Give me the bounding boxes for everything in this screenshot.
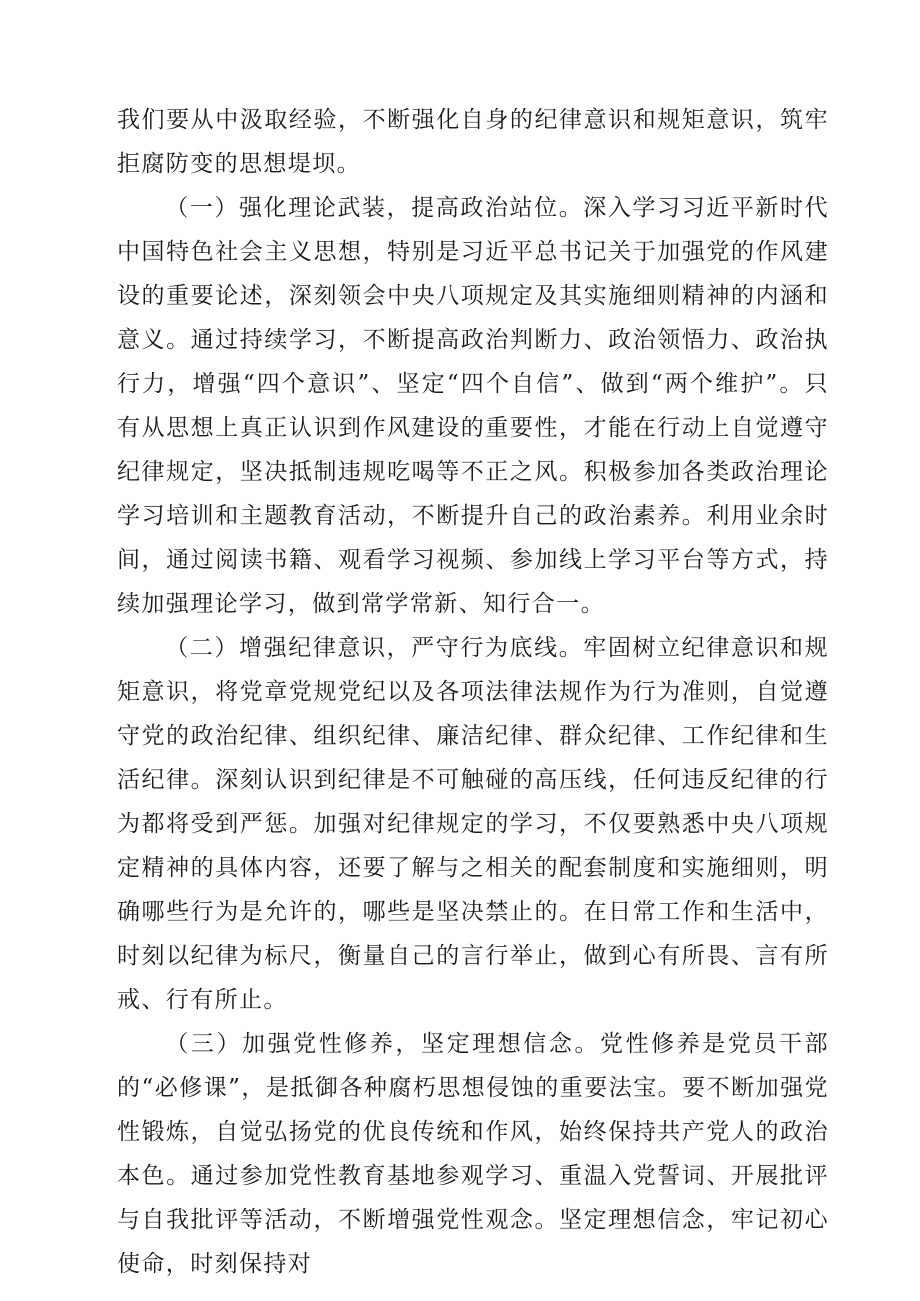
document-body [117, 98, 829, 1286]
paragraph-continuation: 我们要从中汲取经验，不断强化自身的纪律意识和规矩意识，筑牢拒腐防变的思想堤坝。 [117, 107, 829, 177]
paragraph-section-1: （一）强化理论武装，提高政治站位。深入学习习近平新时代中国特色社会主义思想，特别是习近平总书记关于加强党的作风建设的重要论述，深刻领会中央八项规定及其实施细则精神的内涵和意义。通过持续学习，不断提高政治判断力、政治领悟力、政治执行力，增强“四个意识”、坚定“四个自信”、做到“两个维护”。只有从思想上真正认识到作风建设的重要性，才能在行动上自觉遵守纪律规定，坚决抵制违规吃喝等不正之风。积极参加各类政治理论学习培训和主题教育活动，不断提升自己的政治素养。利用业余时间，通过阅读书籍、观看学习视频、参加线上学习平台等方式，持续加强理论学习，做到常学常新、知行合一。 [117, 195, 829, 617]
paragraph-section-2: （二）增强纪律意识，严守行为底线。牢固树立纪律意识和规矩意识，将党章党规党纪以及各项法律法规作为行为准则，自觉遵守党的政治纪律、组织纪律、廉洁纪律、群众纪律、工作纪律和生活纪律。深刻认识到纪律是不可触碰的高压线，任何违反纪律的行为都将受到严惩。加强对纪律规定的学习，不仅要熟悉中央八项规定精神的具体内容，还要了解与之相关的配套制度和实施细则，明确哪些行为是允许的，哪些是坚决禁止的。在日常工作和生活中，时刻以纪律为标尺，衡量自己的言行举止，做到心有所畏、言有所戒、行有所止。 [117, 635, 829, 1013]
paragraph-section-3: （三）加强党性修养，坚定理想信念。党性修养是党员干部的“必修课”，是抵御各种腐朽思想侵蚀的重要法宝。要不断加强党性锻炼，自觉弘扬党的优良传统和作风，始终保持共产党人的政治本色。通过参加党性教育基地参观学习、重温入党誓词、开展批评与自我批评等活动，不断增强党性观念。坚定理想信念，牢记初心使命，时刻保持对 [117, 1031, 829, 1277]
